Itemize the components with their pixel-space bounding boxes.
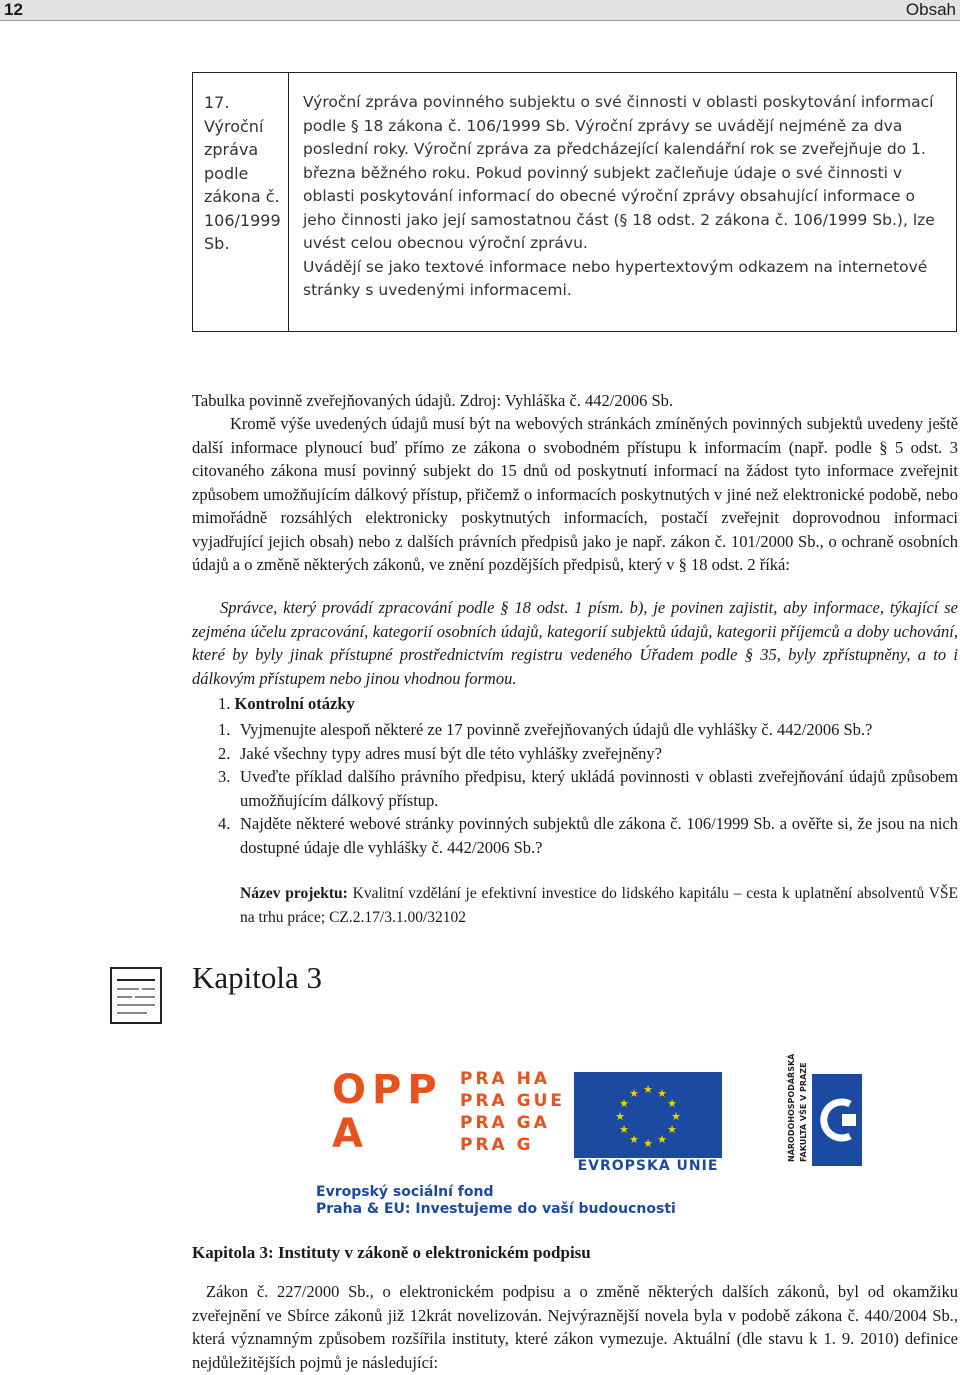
list-item [218, 812, 958, 859]
icon-line [117, 996, 132, 998]
opp-logo-text: A [332, 1111, 369, 1157]
svg-text:★: ★ [615, 1110, 625, 1123]
icon-line [117, 979, 155, 981]
question-text: Vyjmenujte alespoň některé ze 17 povinně zveřejňovaných údajů dle vyhlášky č. 442/2006 Sb.? [240, 720, 873, 739]
question-text: Uveďte příklad dalšího právního předpisu, který ukládá povinnosti v oblasti zveřejňování údajů způsobem umožňujícím dálkový přístup. [240, 767, 958, 810]
eu-stars-icon [574, 1072, 722, 1158]
section-number: 1. [218, 694, 231, 713]
question-number: 2. [218, 743, 231, 763]
svg-text:★: ★ [629, 1133, 639, 1146]
section-heading [218, 692, 958, 716]
page-number: 12 [4, 0, 23, 19]
question-number: 3. [218, 767, 231, 786]
svg-text:★: ★ [619, 1123, 629, 1136]
list-item [218, 742, 958, 766]
body-paragraph: Kromě výše uvedených údajů musí být na webových stránkách zmíněných povinných subjektů uvedeny ještě další informace plynoucí buď přímo ze zákona o svobodném přístupu k informacím (např. podle § 5 odst. 3 citovaného zákona musí povinný subjekt do 15 dnů od poskytnutí informací na žádost tyto informace zveřejnit způsobem umožňujícím dálkový přístup, přičemž o informacích poskytnutých v jiné než elektronické podobě, nebo mimořádně rozsáhlých elektronicky poskytnutých informacích, postačí zveřejnit doprovodnou informaci vyjadřující jejich obsah) nebo z dalších právních předpisů jako je např. zákon č. 101/2000 Sb., o ochraně osobních údajů a o změně některých zákonů, ve znění pozdějších předpisů, který v § 18 odst. 2 říká: [192, 414, 958, 574]
svg-text:★: ★ [619, 1097, 629, 1110]
project-text: Kvalitní vzdělání je efektivní investice do lidského kapitálu – cesta k uplatnění absolventů VŠE na trhu práce; CZ.2.17/3.1.00/32102 [240, 885, 959, 926]
chapter-paragraph: Zákon č. 227/2000 Sb., o elektronickém podpisu a o změně některých dalších zákonů, byl od okamžiku zveřejnění ve Sbírce zákonů již 12krát novelizován. Nejvýraznější novela byla v podobě zákona č. 440/2004 Sb., která významným způsobem rozšířila instituty, které zákon vymezuje. Aktuální (dle stavu k 1. 9. 2010) definice nejdůležitějších pojmů je následující: [192, 1282, 958, 1372]
question-list [218, 718, 958, 859]
vse-faculty-logo-text [782, 1044, 810, 1164]
chapter-heading: Kapitola 3: Instituty v zákoně o elektronickém podpisu [192, 1243, 591, 1262]
svg-text:★: ★ [667, 1097, 677, 1110]
chapter-title: Kapitola 3 [192, 960, 322, 995]
icon-line [142, 988, 155, 990]
opp-logo [332, 1068, 443, 1156]
table-divider [288, 73, 289, 331]
icon-line [117, 1012, 147, 1014]
section-title: Kontrolní otázky [234, 694, 355, 713]
law-quote: Správce, který provádí zpracování podle § 18 odst. 1 písm. b), je povinen zajistit, aby informace, týkající se zejména účelu zpracování, kategorií osobních údajů, kategorií subjektů údajů, kategorii příjemců a doby uchování, které by byly jinak přístupné prostřednictvím registru vedeného Úřadem podle § 35, byly zpřístupněny, a to i dálkovým přístupem nebo jinou vhodnou formou. [192, 598, 958, 688]
svg-text:★: ★ [657, 1133, 667, 1146]
vse-emblem-icon [812, 1074, 862, 1166]
question-number: 4. [218, 814, 231, 833]
svg-text:★: ★ [643, 1137, 653, 1150]
table-cell-paragraph: Výroční zpráva povinného subjektu o své činnosti v oblasti poskytování informací podle § 18 zákona č. 106/1999 Sb. Výroční zprávy se uvádějí nejméně za dva poslední roky. Výroční zpráva za předcházející kalendářní rok se zveřejňuje do 1. března běžného roku. Pokud povinný subjekt začleňuje údaje o své činnosti v oblasti poskytování informací do obecné výroční zprávy obsahující informace o jeho činnosti jako její samostatnou část (§ 18 odst. 2 zákona č. 106/1999 Sb.), lze uvést celou obecnou výroční zprávu. [303, 93, 935, 252]
eu-label: EVROPSKÁ UNIE [577, 1158, 719, 1174]
icon-line [135, 996, 155, 998]
question-text: Jaké všechny typy adres musí být dle této vyhlášky zveřejněny? [240, 743, 663, 763]
table-caption: Tabulka povinně zveřejňovaných údajů. Zdroj: Vyhláška č. 442/2006 Sb. [192, 391, 674, 410]
svg-text:★: ★ [667, 1123, 677, 1136]
svg-text:FAKULTA VŠE V PRAZE: FAKULTA VŠE V PRAZE [799, 1062, 808, 1162]
svg-text:★: ★ [671, 1110, 681, 1123]
icon-line [117, 1004, 155, 1006]
praha-logo-line: PRA HA [460, 1069, 551, 1089]
sponsor-logos [312, 1038, 858, 1223]
info-table [192, 72, 957, 332]
svg-text:★: ★ [643, 1083, 653, 1096]
praha-logo-line: PRA G [460, 1135, 534, 1155]
opp-logo-text: OPP [332, 1067, 443, 1113]
project-info [240, 882, 958, 929]
icon-line [117, 988, 139, 990]
esf-label: Evropský sociální fond [316, 1184, 494, 1200]
table-cell-description [303, 91, 951, 303]
table-cell-item: 17. Výroční zpráva podle zákona č. 106/1999 Sb. [204, 93, 281, 253]
praha-logo [460, 1068, 565, 1156]
project-label: Název projektu: [240, 885, 348, 902]
list-item [218, 765, 958, 812]
table-cell-paragraph: Uvádějí se jako textové informace nebo hypertextovým odkazem na internetové stránky s uvedenými informacemi. [303, 257, 928, 299]
svg-text:★: ★ [629, 1087, 639, 1100]
question-text: Najděte některé webové stránky povinných subjektů dle zákona č. 106/1999 Sb. a ověřte si, že jsou na nich dostupné údaje dle vyhlášky č. 442/2006 Sb.? [240, 814, 958, 857]
esf-slogan: Praha & EU: Investujeme do vaší budoucnosti [316, 1201, 676, 1217]
question-number: 1. [218, 720, 231, 739]
document-icon [110, 967, 162, 1024]
page-header [0, 0, 960, 21]
praha-logo-line: PRA GUE [460, 1091, 565, 1111]
svg-text:★: ★ [657, 1087, 667, 1100]
eu-flag-icon [574, 1072, 722, 1158]
list-item [218, 718, 958, 742]
header-title: Obsah [905, 0, 956, 19]
svg-text:NÁRODOHOSPODÁŘSKÁ: NÁRODOHOSPODÁŘSKÁ [787, 1053, 796, 1162]
praha-logo-line: PRA GA [460, 1113, 550, 1133]
